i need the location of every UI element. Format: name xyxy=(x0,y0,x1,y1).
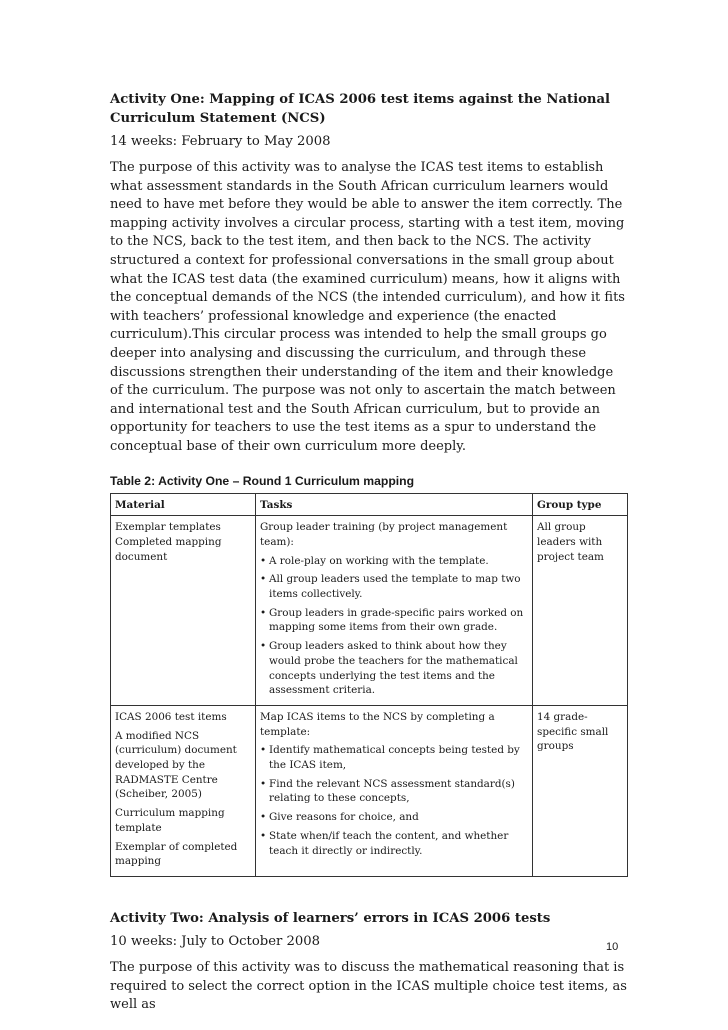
material-item: ICAS 2006 test items xyxy=(115,710,227,723)
tasks-cell xyxy=(256,516,533,706)
table-row xyxy=(111,516,628,706)
list-item xyxy=(260,572,528,601)
list-item-text: Identify mathematical concepts being tested by the ICAS item, xyxy=(269,744,520,772)
section1-paragraph: The purpose of this activity was to analyse the ICAS test items to establish what assessment standards in the South African curriculum learners would need to have met before they would be able to answer the item correctly. The mapping activity involves a circular process, starting with a test item, moving to the NCS, back to the test item, and then back to the NCS. The activity structured a context for professional conversations in the small group about what the ICAS test data (the examined curriculum) means, how it aligns with the conceptual demands of the NCS (the intended curriculum), and how it fits with teachers’ professional knowledge and experience (the enacted curriculum).This circular process was intended to help the small groups go deeper into analysing and discussing the curriculum, and through these discussions strengthen their understanding of the item and their knowledge of the curriculum. The purpose was not only to ascertain the match between and international test and the South African curriculum, but to provide an opportunity for teachers to use the test items as a spur to understand the conceptual base of their own curriculum more deeply. xyxy=(110,160,625,454)
bullet-icon: • xyxy=(260,640,267,653)
curriculum-mapping-table xyxy=(110,493,628,877)
section2-heading: Activity Two: Analysis of learners’ errors in ICAS 2006 tests xyxy=(110,910,551,926)
section1-heading: Activity One: Mapping of ICAS 2006 test items against the National Curriculum Statement (NCS) xyxy=(110,92,611,126)
table-row xyxy=(111,705,628,876)
table-caption: Table 2: Activity One – Round 1 Curriculum mapping xyxy=(110,473,415,488)
list-item xyxy=(260,639,528,698)
list-item xyxy=(260,743,528,772)
list-item-text: Group leaders asked to think about how they would probe the teachers for the mathematical concepts underlying the test items and the assessment criteria. xyxy=(269,640,518,697)
list-item-text: All group leaders used the template to map two items collectively. xyxy=(269,573,521,601)
tasks-list xyxy=(260,743,528,858)
list-item xyxy=(260,606,528,635)
material-item: Completed mapping document xyxy=(115,535,222,563)
header-group-type: Group type xyxy=(533,493,628,516)
section2-paragraph: The purpose of this activity was to discuss the mathematical reasoning that is required to select the correct option in the ICAS multiple choice test items, as well as xyxy=(110,959,627,1013)
tasks-list xyxy=(260,554,528,698)
list-item-text: Find the relevant NCS assessment standard(s) relating to these concepts, xyxy=(269,777,515,805)
section2-timeframe: 10 weeks: July to October 2008 xyxy=(110,933,321,949)
bullet-icon: • xyxy=(260,573,267,586)
bullet-icon: • xyxy=(260,554,267,567)
material-item: Exemplar templates xyxy=(115,521,221,534)
table-header-row xyxy=(111,493,628,516)
tasks-intro: Group leader training (by project management team): xyxy=(260,521,508,548)
section1-timeframe: 14 weeks: February to May 2008 xyxy=(110,134,331,149)
bullet-icon: • xyxy=(260,777,267,790)
list-item xyxy=(260,554,528,569)
material-item: Exemplar of completed mapping xyxy=(115,840,238,868)
bullet-icon: • xyxy=(260,811,267,824)
material-cell xyxy=(111,705,256,876)
document-page xyxy=(110,90,627,1015)
bullet-icon: • xyxy=(260,829,267,842)
tasks-intro: Map ICAS items to the NCS by completing a template: xyxy=(260,710,495,738)
page-number: 10 xyxy=(606,941,619,953)
list-item-text: State when/if teach the content, and whether teach it directly or indirectly. xyxy=(269,829,509,857)
group-type-cell: 14 grade-specific small groups xyxy=(533,705,628,876)
group-type-cell: All group leaders with project team xyxy=(533,516,628,706)
material-item: Curriculum mapping template xyxy=(115,807,225,834)
list-item-text: Group leaders in grade-specific pairs worked on mapping some items from their own grade. xyxy=(269,606,524,634)
list-item xyxy=(260,810,528,825)
material-cell xyxy=(111,516,256,706)
tasks-cell xyxy=(256,705,533,876)
list-item xyxy=(260,777,528,806)
list-item xyxy=(260,829,528,858)
bullet-icon: • xyxy=(260,744,267,757)
list-item-text: A role-play on working with the template. xyxy=(269,554,489,567)
header-material: Material xyxy=(111,493,256,516)
material-item: A modified NCS (curriculum) document developed by the RADMASTE Centre (Scheiber, 2005) xyxy=(115,729,237,801)
header-tasks: Tasks xyxy=(256,493,533,516)
bullet-icon: • xyxy=(260,606,267,619)
list-item-text: Give reasons for choice, and xyxy=(269,811,419,824)
